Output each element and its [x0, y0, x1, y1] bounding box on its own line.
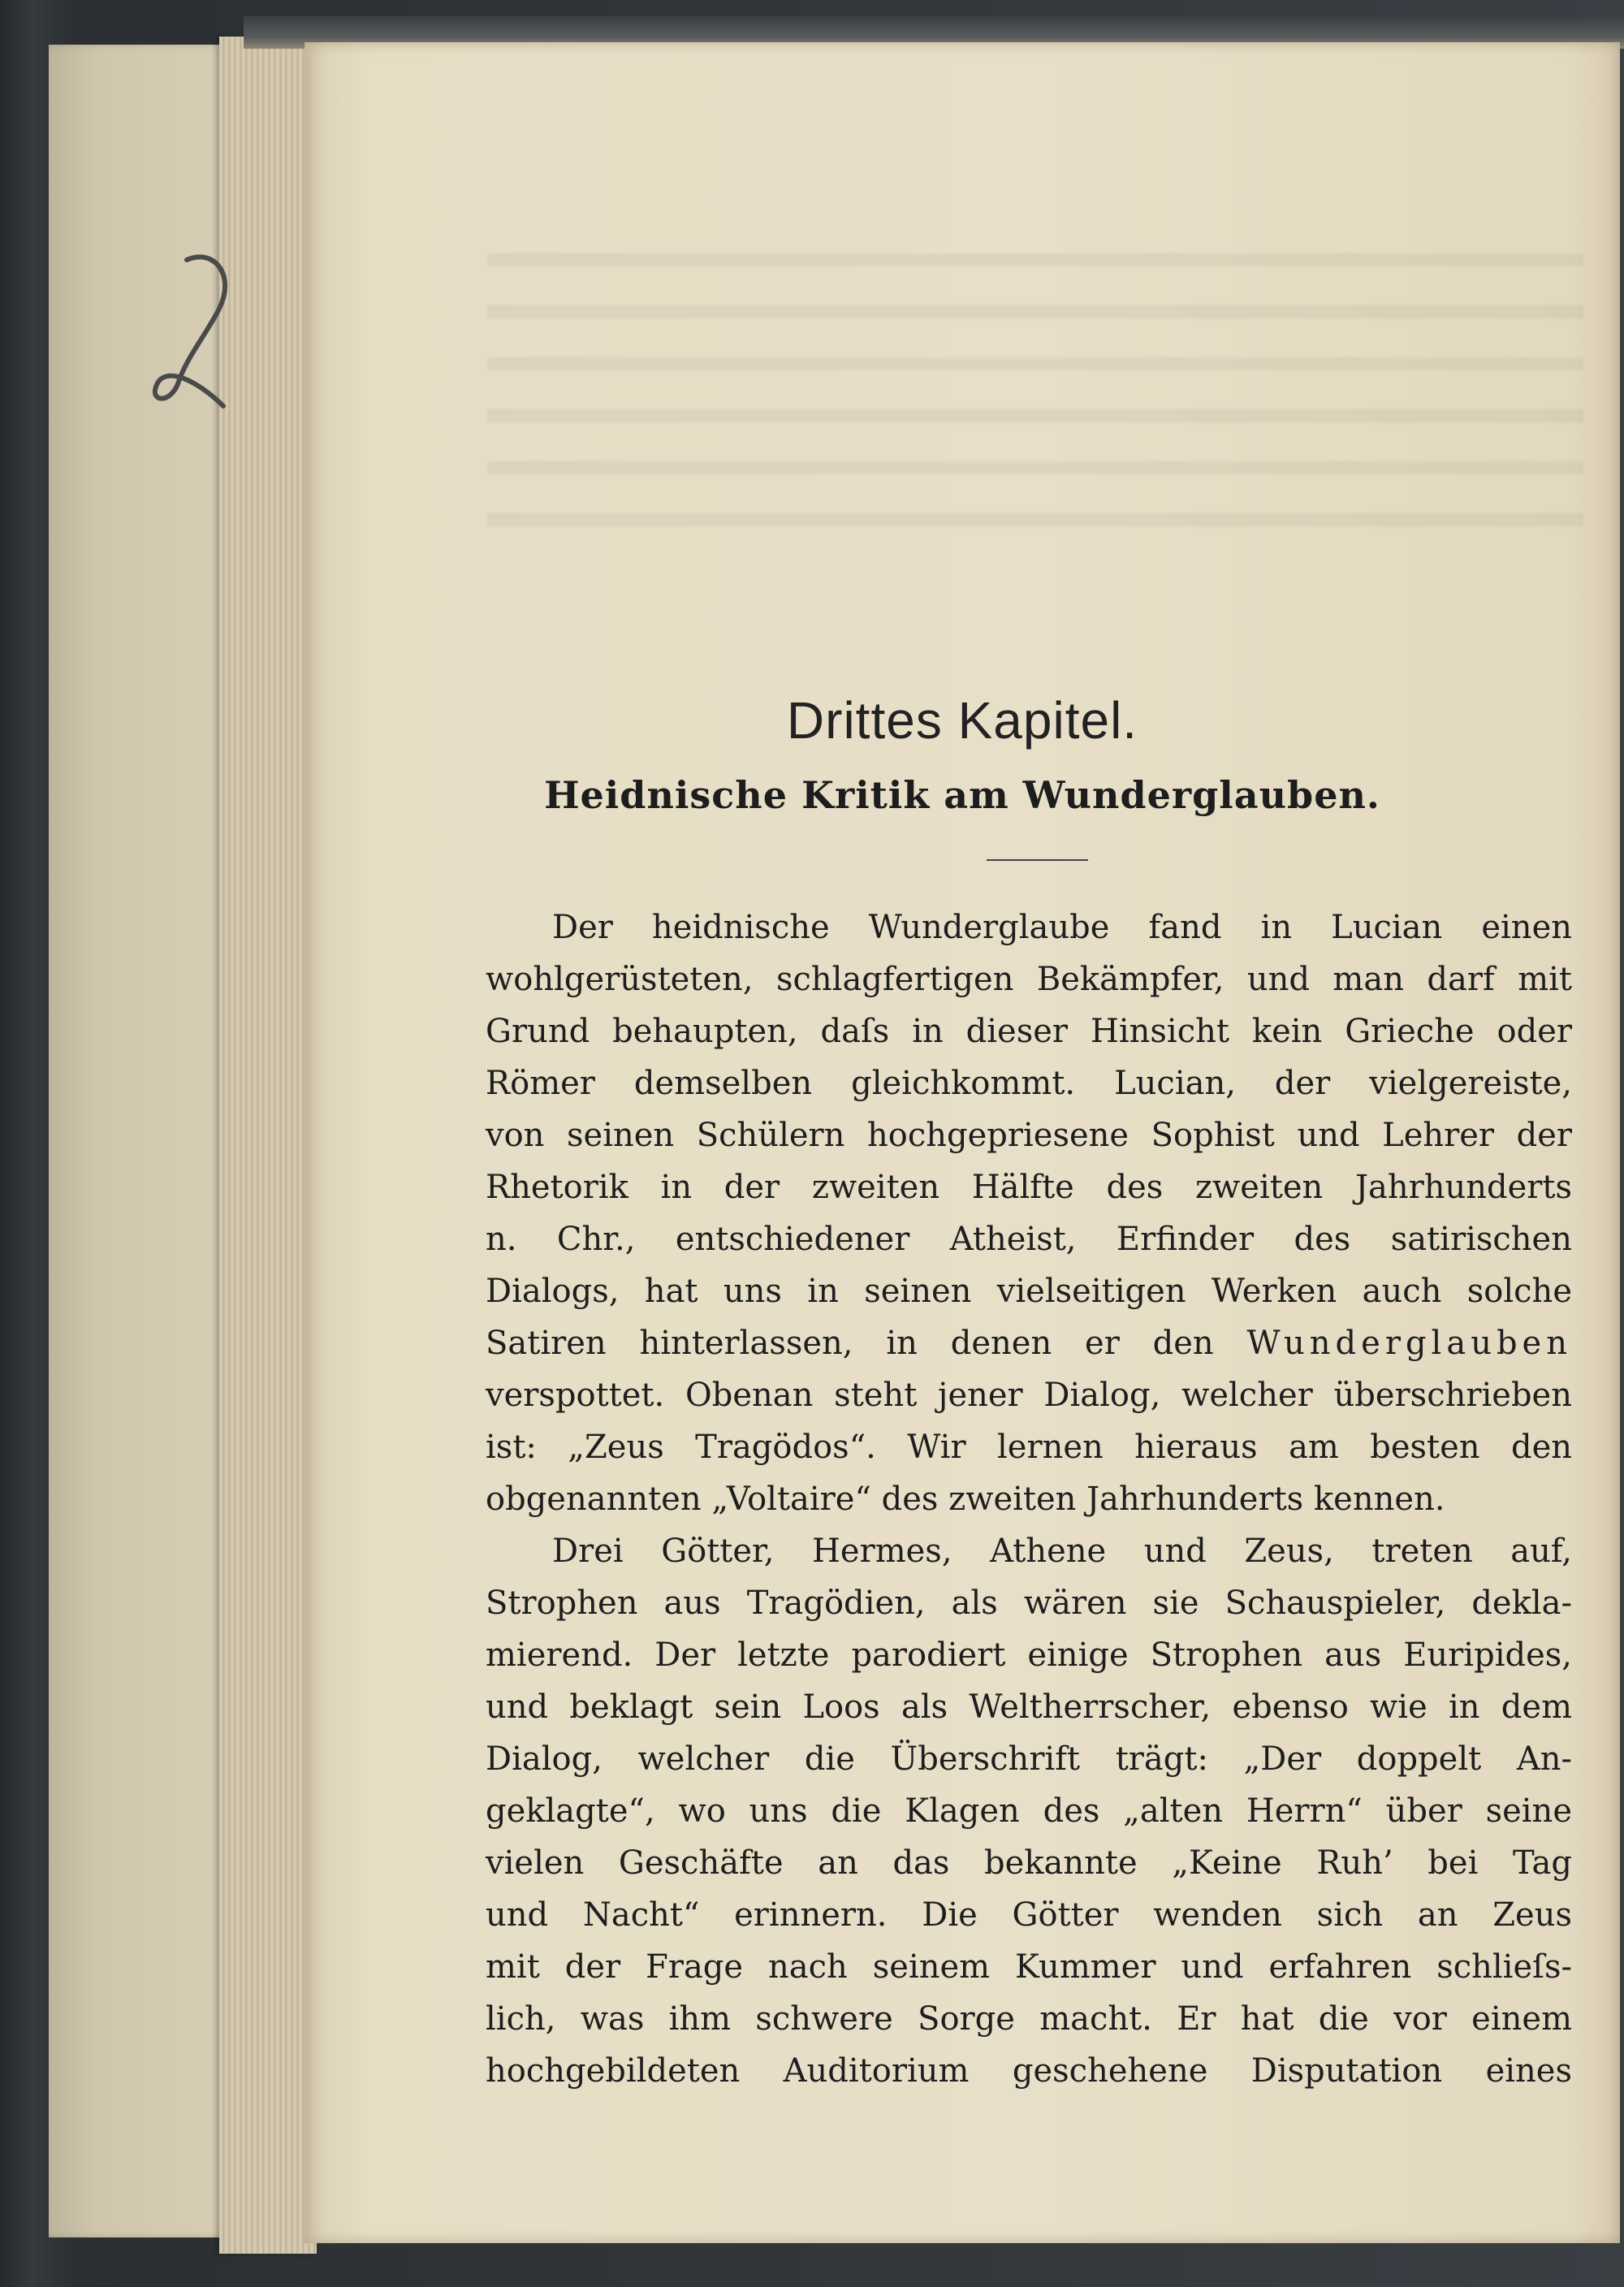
text-line: und Nacht“ erinnern. Die Götter wenden sich an Zeus [486, 1896, 1572, 1934]
text-line: Dialogs, hat uns in seinen vielseitigen Werken auch solche [486, 1273, 1572, 1310]
text-line: lich, was ihm schwere Sorge macht. Er hat die vor einem [486, 2000, 1572, 2038]
text-line: von seinen Schülern hochgepriesene Sophist und Lehrer der [486, 1117, 1572, 1154]
text-line: geklagte“, wo uns die Klagen des „alten Herrn“ über seine [486, 1792, 1572, 1830]
body-text [486, 901, 1572, 2097]
text-line: n. Chr., entschiedener Atheist, Erfinder des satirischen [486, 1221, 1572, 1258]
chapter-title: Heidnische Kritik am Wunderglauben. [544, 773, 1380, 817]
text-fragment: Satiren hinterlassen, in denen er den [486, 1325, 1247, 1362]
text-line: vielen Geschäfte an das bekannte „Keine Ruh’ bei Tag [486, 1844, 1572, 1882]
text-line: ist: „Zeus Tragödos“. Wir lernen hieraus am besten den [486, 1429, 1572, 1466]
text-line: Rhetorik in der zweiten Hälfte des zweiten Jahrhunderts [486, 1169, 1572, 1206]
text-line: mierend. Der letzte parodiert einige Strophen aus Euripides, [486, 1636, 1572, 1674]
text-line: mit der Frage nach seinem Kummer und erfahren schlieſs- [486, 1948, 1572, 1986]
title-divider [987, 859, 1088, 861]
text-line: wohlgerüsteten, schlagfertigen Bekämpfer, und man darf mit [486, 961, 1572, 998]
text-line: und beklagt sein Loos als Weltherrscher, ebenso wie in dem [486, 1688, 1572, 1726]
text-line: Dialog, welcher die Überschrift trägt: „Der doppelt An- [486, 1740, 1572, 1778]
chapter-number: Drittes Kapitel. [786, 691, 1138, 750]
text-line: Grund behaupten, daſs in dieser Hinsicht kein Grieche oder [486, 1013, 1572, 1050]
text-line: Römer demselben gleichkommt. Lucian, der vielgereiste, [486, 1065, 1572, 1102]
spaced-word: Wunderglauben [1246, 1325, 1572, 1362]
text-line: verspottet. Obenan steht jener Dialog, welcher überschrieben [486, 1377, 1572, 1414]
text-line: Der heidnische Wunderglaube fand in Lucian einen [552, 909, 1572, 946]
text-line-spaced [486, 1317, 1572, 1369]
reverse-show-through [487, 219, 1583, 544]
text-line: obgenannten „Voltaire“ des zweiten Jahrhunderts kennen. [486, 1481, 1445, 1518]
text-line: Strophen aus Tragödien, als wären sie Schauspieler, dekla- [486, 1584, 1572, 1622]
text-line: Drei Götter, Hermes, Athene und Zeus, treten auf, [552, 1533, 1572, 1570]
handwritten-page-mark [138, 244, 252, 422]
text-line: hochgebildeten Auditorium geschehene Disputation eines [486, 2052, 1572, 2090]
